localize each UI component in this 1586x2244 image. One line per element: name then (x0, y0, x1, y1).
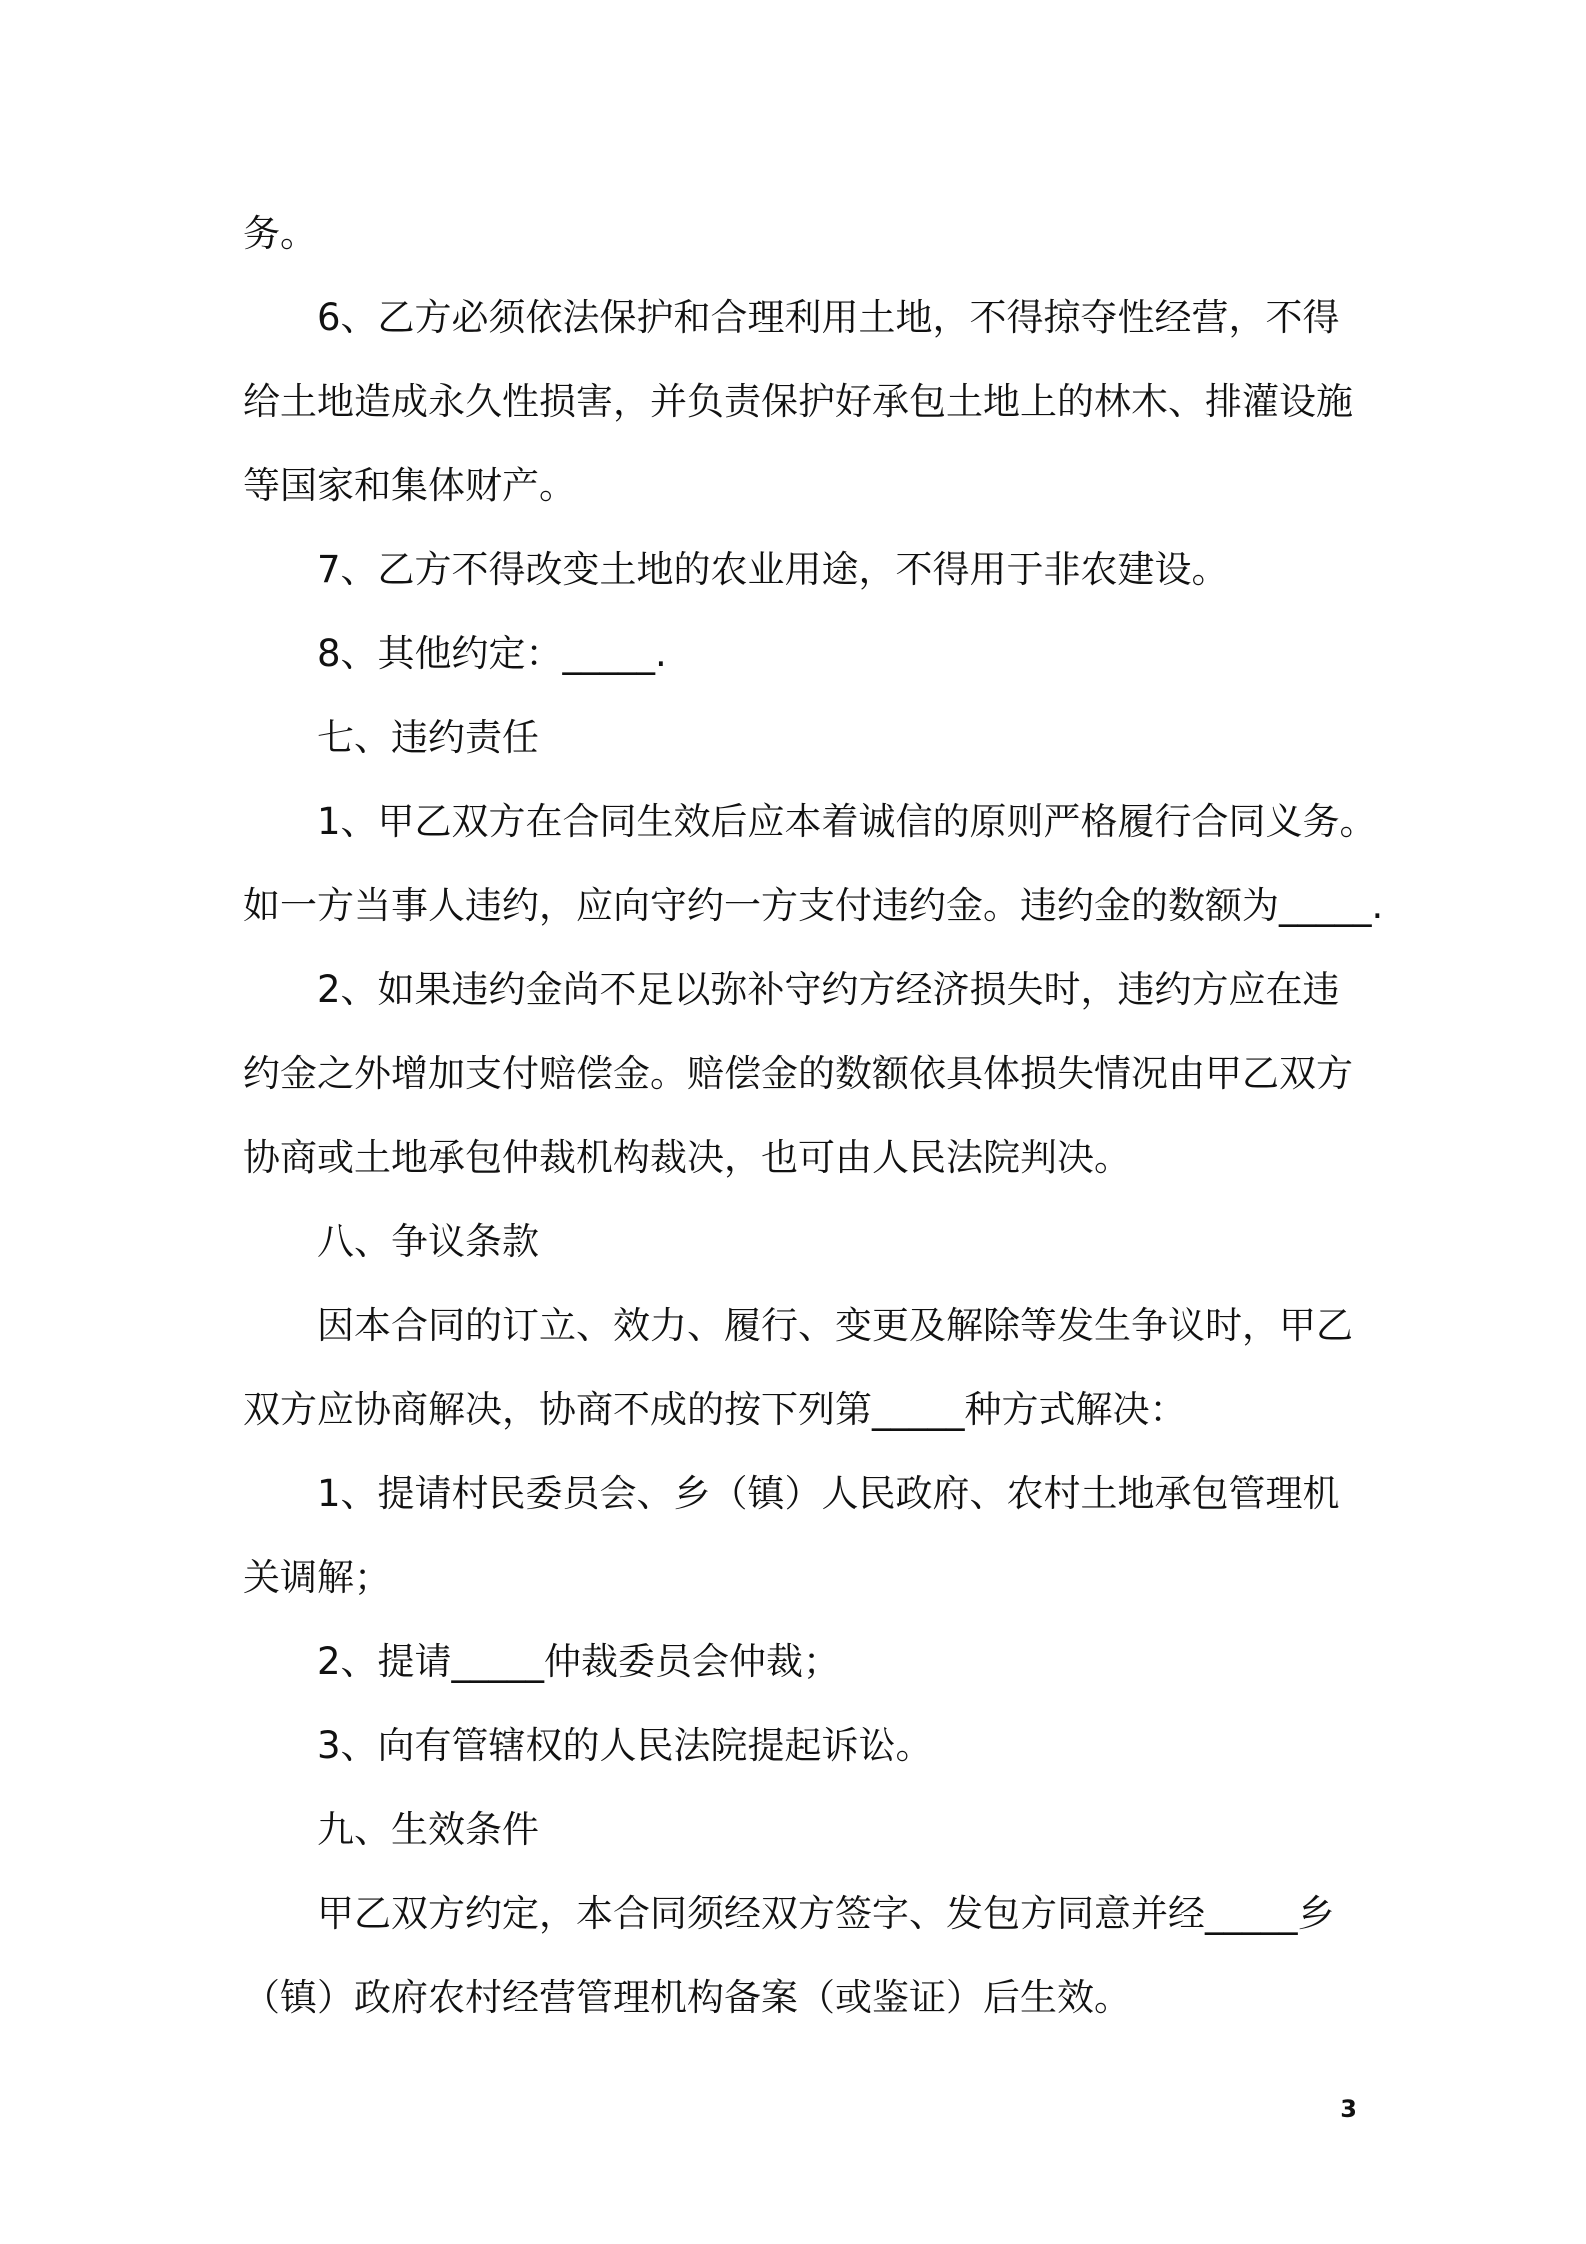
text-line-15: 双方应协商解决，协商不成的按下列第_____种方式解决： (243, 1388, 1187, 1431)
section-heading-dispute: 八、争议条款 (317, 1220, 539, 1263)
text-line-18: 2、提请_____仲裁委员会仲裁； (317, 1640, 841, 1683)
text-line-16: 1、提请村民委员会、乡（镇）人民政府、农村土地承包管理机 (317, 1472, 1340, 1515)
text-line-9: 如一方当事人违约，应向守约一方支付违约金。违约金的数额为_____. (243, 884, 1384, 927)
text-line-12: 协商或土地承包仲裁机构裁决，也可由人民法院判决。 (243, 1136, 1131, 1179)
text-line-4: 等国家和集体财产。 (243, 464, 576, 507)
text-line-14: 因本合同的订立、效力、履行、变更及解除等发生争议时，甲乙 (317, 1304, 1353, 1347)
page-number: 3 (1340, 2095, 1357, 2123)
section-heading-breach: 七、违约责任 (317, 716, 539, 759)
document-body (243, 192, 1384, 2040)
text-line-17: 关调解； (243, 1556, 391, 1599)
text-line-1: 务。 (243, 212, 317, 255)
section-heading-effect: 九、生效条件 (317, 1808, 539, 1851)
text-line-10: 2、如果违约金尚不足以弥补守约方经济损失时，违约方应在违 (317, 968, 1340, 1011)
text-line-11: 约金之外增加支付赔偿金。赔偿金的数额依具体损失情况由甲乙双方 (243, 1052, 1353, 1095)
text-line-6: 8、其他约定：_____. (317, 632, 667, 675)
text-line-3: 给土地造成永久性损害，并负责保护好承包土地上的林木、排灌设施 (243, 380, 1353, 423)
text-line-2: 6、乙方必须依法保护和合理利用土地，不得掠夺性经营，不得 (317, 296, 1340, 339)
text-line-5: 7、乙方不得改变土地的农业用途，不得用于非农建设。 (317, 548, 1229, 591)
text-line-22: （镇）政府农村经营管理机构备案（或鉴证）后生效。 (243, 1976, 1131, 2019)
text-line-8: 1、甲乙双方在合同生效后应本着诚信的原则严格履行合同义务。 (317, 800, 1377, 843)
text-line-19: 3、向有管辖权的人民法院提起诉讼。 (317, 1724, 933, 1767)
text-line-21: 甲乙双方约定，本合同须经双方签字、发包方同意并经_____乡 (317, 1892, 1335, 1935)
